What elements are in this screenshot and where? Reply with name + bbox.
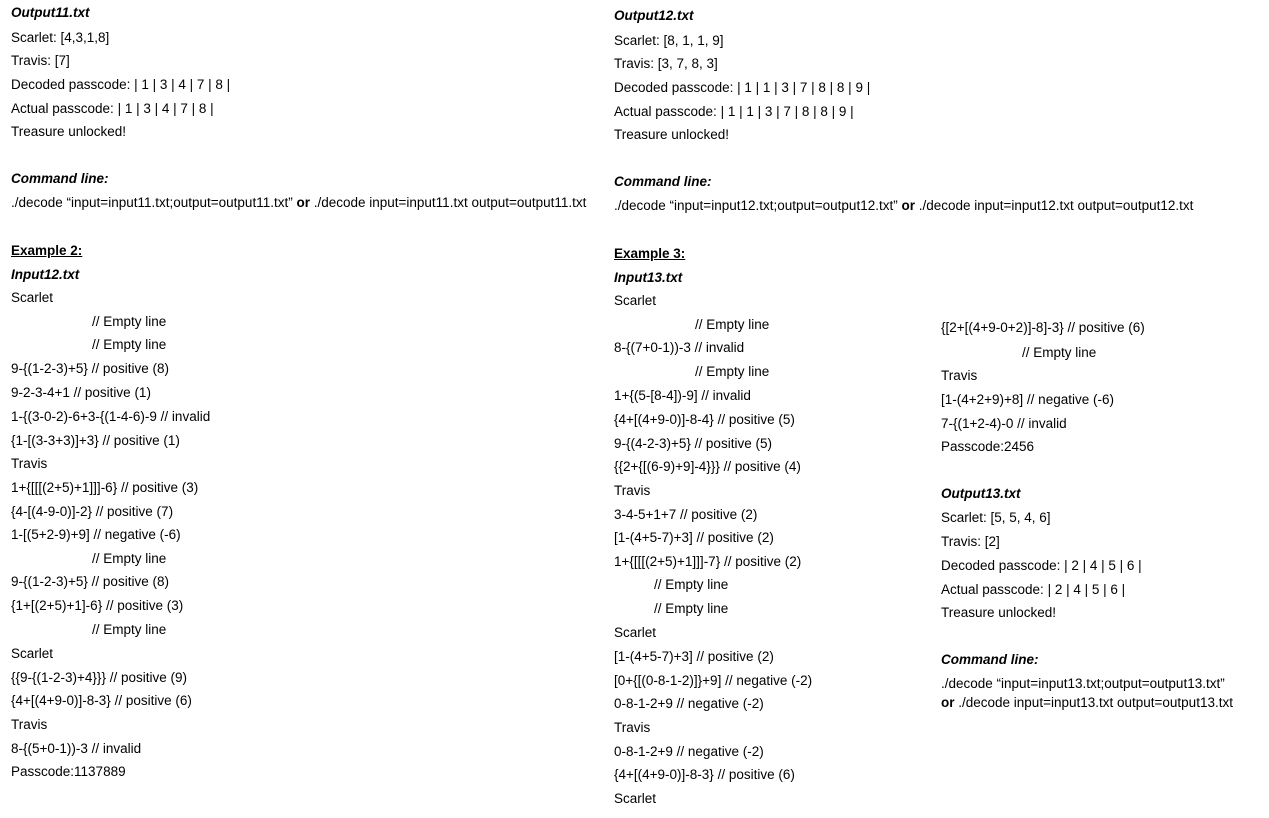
input13-line: Travis [614,483,651,498]
input13-line: Scarlet [614,791,657,806]
output11-line: Treasure unlocked! [11,124,127,139]
output12-line: Treasure unlocked! [614,127,730,142]
input13-line: 8-{(7+0-1))-3 // invalid [614,340,745,355]
output13-line: Scarlet: [5, 5, 4, 6] [941,510,1051,525]
command-or: or [901,198,915,213]
input12-line: 9-{(1-2-3)+5} // positive (8) [11,574,169,589]
input13-line: [1-(4+5-7)+3] // positive (2) [614,530,774,545]
input12-line: {1+[(2+5)+1]-6} // positive (3) [11,598,184,613]
input13-continued-line: {[2+[(4+9-0+2)]-8]-3} // positive (6) [941,320,1145,335]
output11-line: Travis: [7] [11,53,70,68]
command-line-text [941,695,1233,711]
input12-line: {{9-{(1-2-3)+4}}} // positive (9) [11,670,187,685]
input12-line: // Empty line [92,314,167,329]
output12-line: Scarlet: [8, 1, 1, 9] [614,33,724,48]
input12-line: Scarlet [11,290,54,305]
command-or: or [296,195,310,210]
command-or: or [941,695,955,710]
input13-line: Travis [614,720,651,735]
input13-continued-line: Travis [941,368,978,383]
input12-title: Input12.txt [11,267,80,282]
example3-heading: Example 3: [614,246,686,261]
input13-line: Scarlet [614,625,657,640]
output13-title: Output13.txt [941,486,1021,501]
input12-passcode: Passcode:1137889 [11,764,126,779]
input13-continued-line: 7-{(1+2-4)-0 // invalid [941,416,1067,431]
input12-line: 1+{[[[(2+5)+1]]]-6} // positive (3) [11,480,199,495]
input12-line: 1-{(3-0-2)-6+3-{(1-4-6)-9 // invalid [11,409,211,424]
output13-line: Treasure unlocked! [941,605,1057,620]
command-part: ./decode input=input11.txt output=output11.txt [309,195,587,210]
output13-line: Travis: [2] [941,534,1000,549]
command-part: ./decode “input=input12.txt;output=output12.txt” [614,198,902,213]
command-line-title: Command line: [941,652,1039,667]
input13-line: {4+[(4+9-0)]-8-4} // positive (5) [614,412,795,427]
output12-title: Output12.txt [614,8,694,23]
input12-line: Scarlet [11,646,54,661]
output12-line: Decoded passcode: | 1 | 1 | 3 | 7 | 8 | 8 | 9 | [614,80,871,95]
input12-line: 8-{(5+0-1))-3 // invalid [11,741,142,756]
input12-line: // Empty line [92,551,167,566]
input13-line: // Empty line [695,364,770,379]
command-part: ./decode input=input12.txt output=output12.txt [914,198,1194,213]
command-part: ./decode “input=input11.txt;output=output11.txt” [11,195,297,210]
input13-line: 1+{[[[(2+5)+1]]]-7} // positive (2) [614,554,802,569]
example2-heading: Example 2: [11,243,83,258]
input12-line: {1-[(3-3+3)]+3} // positive (1) [11,433,180,448]
command-line-text: ./decode “input=input13.txt;output=output13.txt” [941,676,1225,691]
input13-continued-line: // Empty line [1022,345,1097,360]
output12-line: Actual passcode: | 1 | 1 | 3 | 7 | 8 | 8 | 9 | [614,104,854,119]
output13-line: Actual passcode: | 2 | 4 | 5 | 6 | [941,582,1126,597]
input13-line: [0+{[(0-8-1-2)]}+9] // negative (-2) [614,673,813,688]
input13-line: 9-{(4-2-3)+5} // positive (5) [614,436,772,451]
output11-line: Decoded passcode: | 1 | 3 | 4 | 7 | 8 | [11,77,231,92]
command-part: ./decode input=input13.txt output=output13.txt [954,695,1233,710]
output11-line: Actual passcode: | 1 | 3 | 4 | 7 | 8 | [11,101,214,116]
command-line-title: Command line: [614,174,712,189]
input12-line: {4-[(4-9-0)]-2} // positive (7) [11,504,174,519]
output12-line: Travis: [3, 7, 8, 3] [614,56,718,71]
input12-line: Travis [11,456,48,471]
input12-line: {4+[(4+9-0)]-8-3} // positive (6) [11,693,192,708]
output13-line: Decoded passcode: | 2 | 4 | 5 | 6 | [941,558,1142,573]
command-line-title: Command line: [11,171,109,186]
input12-line: // Empty line [92,622,167,637]
input13-passcode: Passcode:2456 [941,439,1035,454]
output11-line: Scarlet: [4,3,1,8] [11,30,110,45]
input13-line: // Empty line [654,577,729,592]
input13-line: [1-(4+5-7)+3] // positive (2) [614,649,774,664]
input12-line: 9-2-3-4+1 // positive (1) [11,385,151,400]
input13-line: {{2+{[(6-9)+9]-4}}} // positive (4) [614,459,801,474]
input13-line: // Empty line [695,317,770,332]
input13-line: 3-4-5+1+7 // positive (2) [614,507,758,522]
input13-line: 0-8-1-2+9 // negative (-2) [614,744,764,759]
input12-line: 9-{(1-2-3)+5} // positive (8) [11,361,169,376]
output11-title: Output11.txt [11,5,90,20]
input12-line: Travis [11,717,48,732]
input13-line: Scarlet [614,293,657,308]
input12-line: // Empty line [92,337,167,352]
input13-line: 0-8-1-2+9 // negative (-2) [614,696,764,711]
input13-line: {4+[(4+9-0)]-8-3} // positive (6) [614,767,795,782]
command-line-text [11,195,586,211]
input12-line: 1-[(5+2-9)+9] // negative (-6) [11,527,181,542]
command-line-text [614,198,1193,214]
input13-line: // Empty line [654,601,729,616]
input13-title: Input13.txt [614,270,683,285]
input13-line: 1+{(5-[8-4])-9] // invalid [614,388,751,403]
input13-continued-line: [1-(4+2+9)+8] // negative (-6) [941,392,1114,407]
